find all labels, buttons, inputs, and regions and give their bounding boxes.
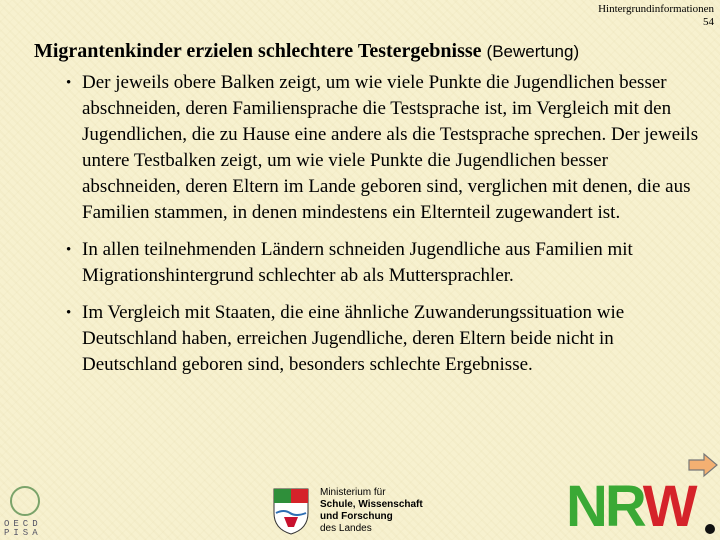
oecd-pisa-logo — [4, 484, 46, 540]
bullet-text: Im Vergleich mit Staaten, die eine ähnliche Zuwanderungssituation wie Deutschland haben, erreichen Jugendliche, deren Eltern beide nicht in Deutschland geboren sind, besonders schlechte Ergebnisse. — [82, 302, 625, 375]
nrw-letter-w: W — [642, 474, 695, 539]
bullet-list — [66, 70, 706, 389]
ministry-line: und Forschung — [320, 511, 393, 522]
bullet-dot-icon: • — [66, 305, 72, 321]
title-main: Migrantenkinder erzielen schlechtere Testergebnisse — [34, 40, 482, 62]
bullet-text: In allen teilnehmenden Ländern schneiden Jugendliche aus Familien mit Migrationshintergrund schlechter ab als Muttersprachler. — [82, 239, 633, 286]
title-sub: (Bewertung) — [486, 42, 580, 61]
bullet-item — [66, 70, 706, 226]
nrw-letters: NR — [566, 474, 643, 539]
pisa-text: PISA — [4, 528, 42, 538]
bullet-item — [66, 300, 706, 378]
slide-title — [34, 40, 579, 63]
bullet-text: Der jeweils obere Balken zeigt, um wie viele Punkte die Jugendlichen besser abschneiden, deren Familiensprache die Testsprache ist, im Vergleich mit den Jugendlichen, die zu Hause eine andere als die Testsprache sprechen. Der jeweils untere Testbalken zeigt, um wie viele Punkte die Jugendlichen besser abschneiden, deren Eltern im Lande geboren sind, verglichen mit denen, die aus Familien stammen, in denen mindestens ein Elternteil zugewandert ist. — [82, 72, 699, 223]
nrw-dot-icon — [705, 524, 715, 534]
bullet-item — [66, 237, 706, 289]
ministry-text — [320, 487, 423, 535]
ministry-line: Schule, Wissenschaft — [320, 499, 423, 510]
ministry-line: Ministerium für — [320, 487, 386, 498]
header-label: Hintergrundinformationen — [598, 3, 714, 15]
page-number: 54 — [703, 16, 714, 28]
nrw-logo — [566, 474, 695, 539]
ministry-line: des Landes — [320, 523, 372, 534]
bullet-dot-icon: • — [66, 75, 72, 91]
nrw-crest-icon — [272, 487, 310, 535]
slide-header-info — [598, 3, 714, 29]
bullet-dot-icon: • — [66, 242, 72, 258]
oecd-text: OECD — [4, 519, 42, 529]
globe-icon — [10, 486, 40, 516]
